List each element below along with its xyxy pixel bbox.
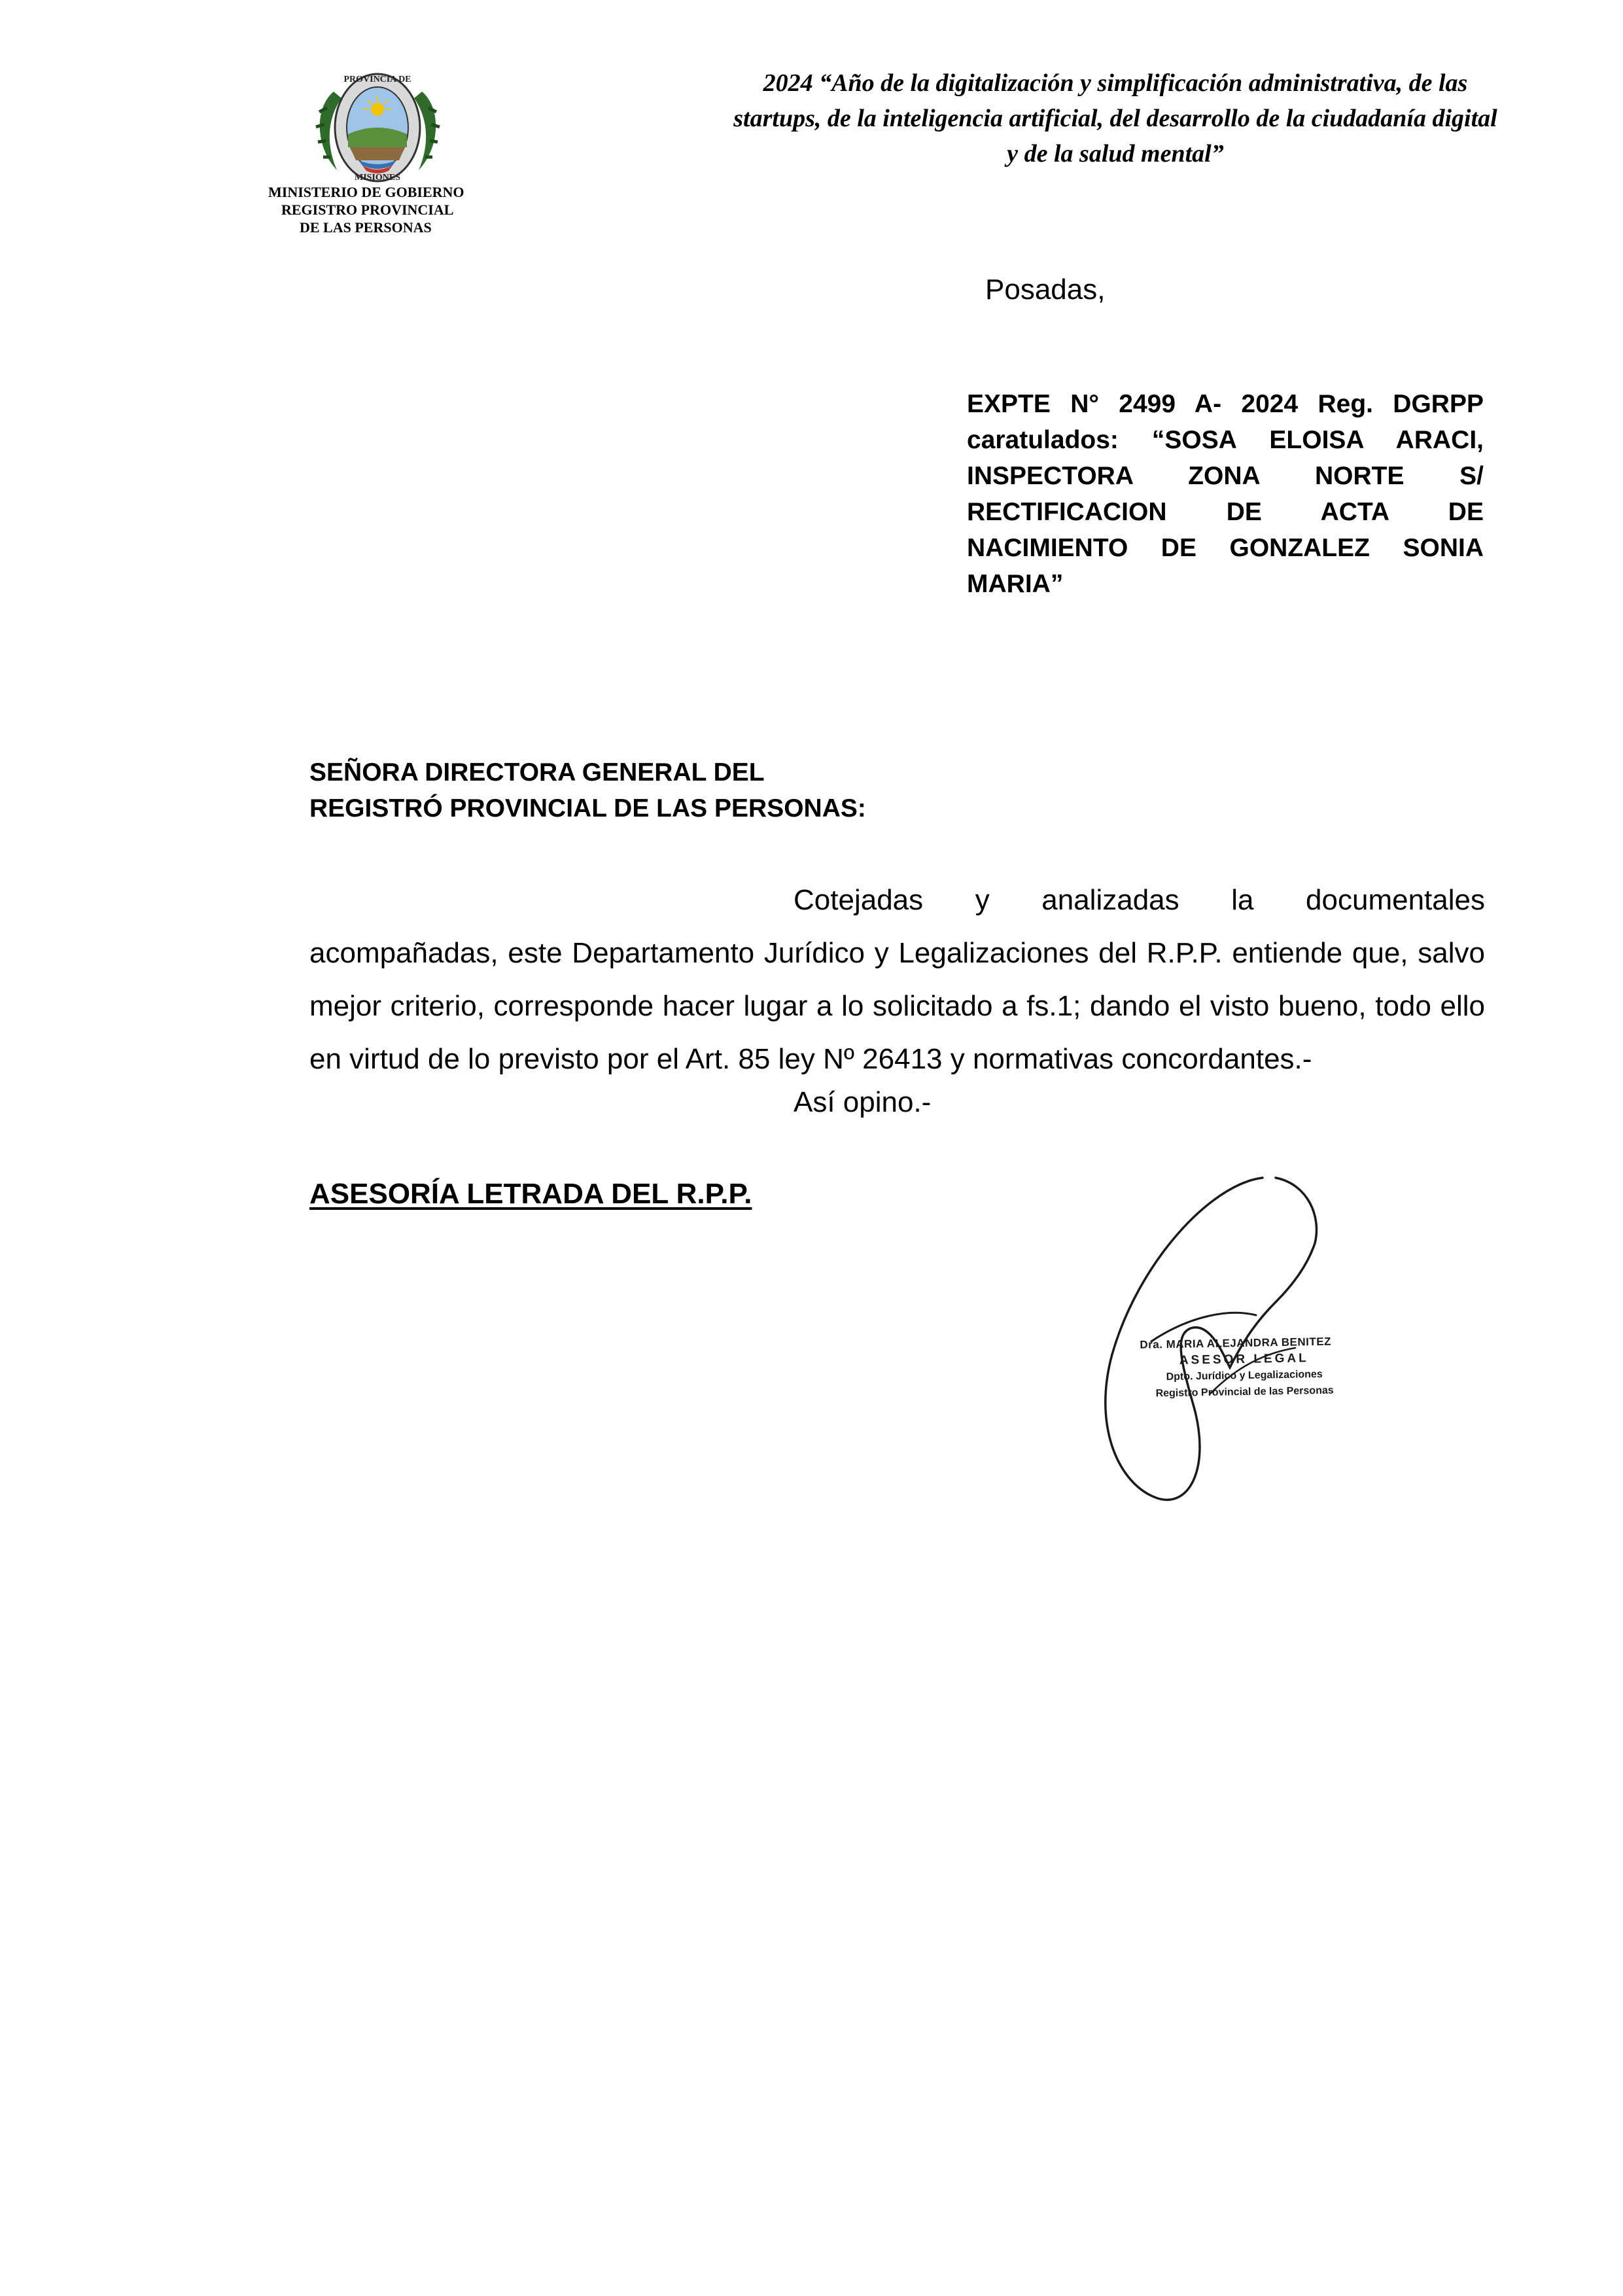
ministry-line: DE LAS PERSONAS (300, 219, 432, 236)
ministry-block (268, 183, 517, 236)
stamp-line: Dpto. Jurídico y Legalizaciones (1166, 1368, 1323, 1383)
ministry-line: REGISTRO PROVINCIAL (281, 202, 454, 218)
province-crest-logo (307, 62, 448, 190)
stamp-line: Registro Provincial de las Personas (1155, 1385, 1334, 1400)
motto-line: startups, de la inteligencia artificial, del desarrollo de la ciudadanía digital (733, 105, 1497, 132)
closing-line: Así opino.- (794, 1086, 932, 1118)
addressee (309, 754, 866, 826)
body-text: Cotejadas y analizadas la documentales acompañadas, este Departamento Jurídico y Legalizaciones del R.P.P. entiende que, salvo mejor criterio, corresponde hacer lugar a lo solicitado a fs.1; dando el visto bueno, todo ello en virtud de lo previsto por el Art. 85 ley Nº 26413 y normativas concordantes.- (309, 884, 1485, 1075)
motto-line: y de la salud mental” (1007, 140, 1224, 168)
legal-advisor-stamp (1136, 1333, 1353, 1402)
office-signature-heading: ASESORÍA LETRADA DEL R.P.P. (309, 1178, 752, 1210)
crest-text-top: PROVINCIA DE (343, 75, 411, 84)
stamp-line: ASESOR LEGAL (1179, 1351, 1309, 1368)
stamp-line: Dra. MARIA ALEJANDRA BENITEZ (1140, 1335, 1332, 1351)
motto-line: 2024 “Año de la digitalización y simplificación administrativa, de las (763, 69, 1468, 97)
crest-text-bottom: MISIONES (354, 173, 401, 183)
body-paragraph (309, 874, 1485, 1086)
place-date: Posadas, (985, 274, 1106, 306)
ministry-line: MINISTERIO DE GOBIERNO (268, 184, 464, 200)
case-reference: EXPTE N° 2499 A- 2024 Reg. DGRPP caratulados: “SOSA ELOISA ARACI, INSPECTORA ZONA NORTE S/ RECTIFICACION DE ACTA DE NACIMIENTO DE GONZALEZ SONIA MARIA” (967, 390, 1484, 598)
addressee-line: REGISTRÓ PROVINCIAL DE LAS PERSONAS: (309, 794, 866, 822)
addressee-line: SEÑORA DIRECTORA GENERAL DEL (309, 758, 765, 786)
year-motto (661, 65, 1570, 171)
